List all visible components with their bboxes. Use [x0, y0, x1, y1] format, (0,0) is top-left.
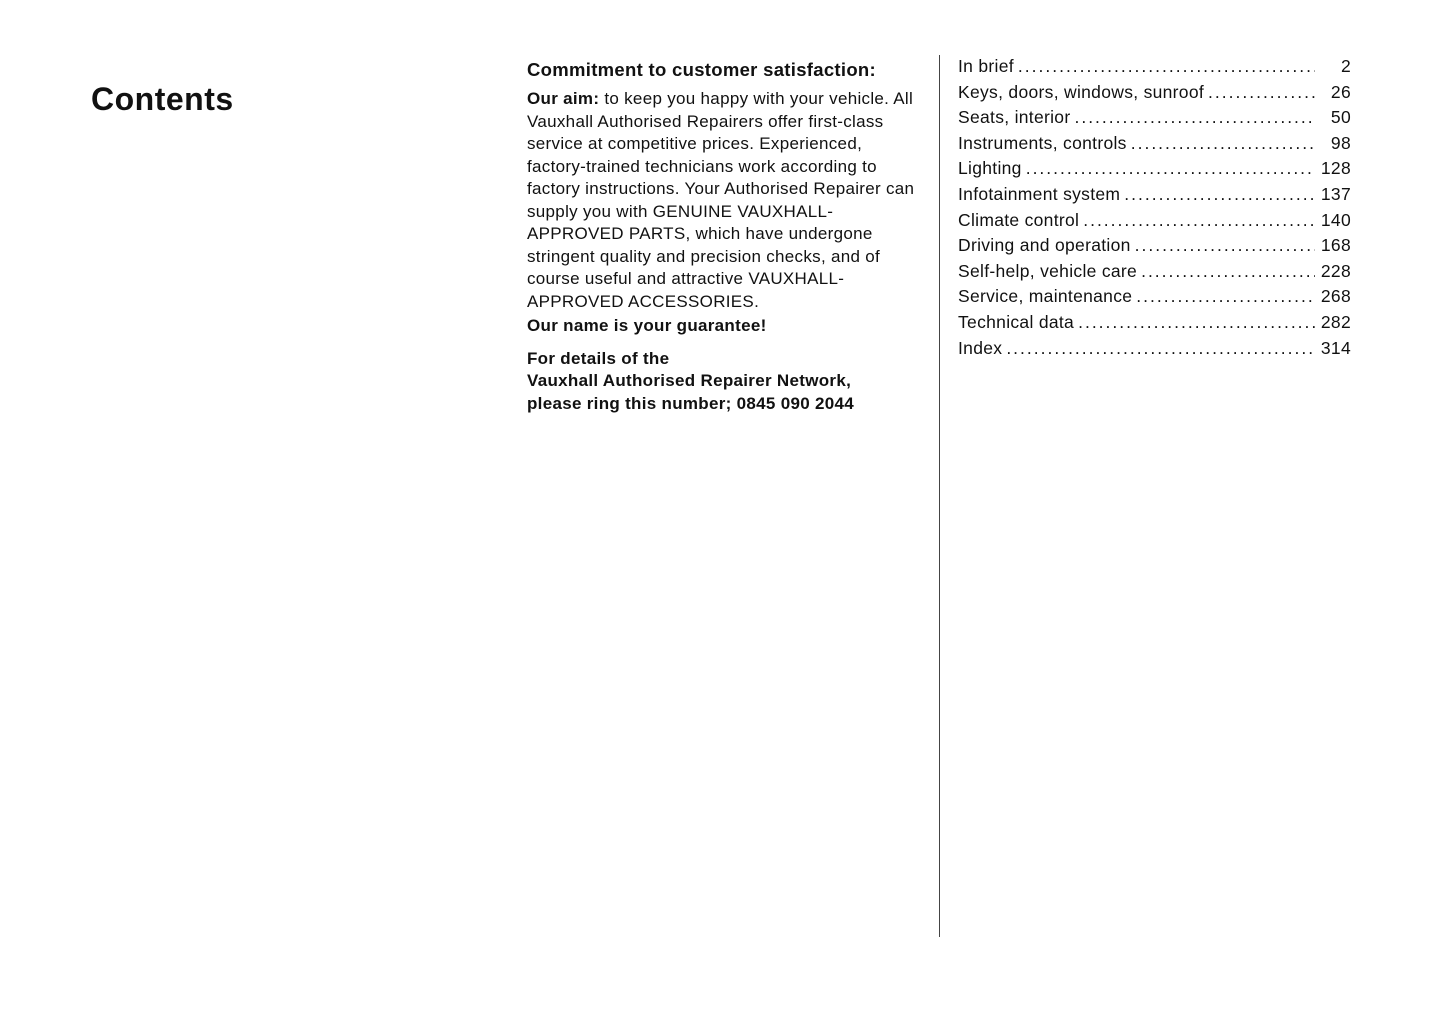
aim-text: to keep you happy with your vehicle. All Vauxhall Authorised Repairers offer first-class service at competitive prices. Experienced, factory-trained technicians work according to factory instructions. Your Authorised Repairer can supply you with GENUINE VAUXHALL-APPROVED PARTS, which have undergone stringent quality and precision checks, and of course useful and attractive VAUXHALL-APPROVED ACCESSORIES. [527, 89, 915, 311]
toc-entry-page: 26 [1330, 81, 1351, 102]
details-line-3: please ring this number; 0845 090 2044 [527, 393, 854, 413]
toc-entry [958, 338, 1351, 364]
toc-entry-label: Keys, doors, windows, sunroof [958, 81, 1205, 102]
toc-entry-label: In brief [958, 56, 1014, 76]
toc-entry-label: Lighting [958, 158, 1022, 179]
toc-entry-label: Technical data [958, 311, 1075, 332]
toc-entry-label: Driving and operation [958, 235, 1131, 256]
toc-entry-page: 140 [1320, 209, 1351, 230]
toc-entry-label: Seats, interior [958, 107, 1071, 128]
toc-entry [958, 261, 1351, 287]
toc-entry-page: 98 [1330, 132, 1351, 153]
column-divider [939, 55, 940, 937]
toc-entry-page: 314 [1320, 337, 1351, 358]
toc-entry [958, 210, 1351, 236]
toc-entry-label: Infotainment system [958, 183, 1121, 204]
toc-entry-label: Instruments, controls [958, 132, 1127, 153]
toc-entry-label: Index [958, 337, 1003, 358]
toc-entry [958, 82, 1351, 108]
toc-leader-dots [1026, 158, 1315, 176]
toc-entry-page: 2 [1340, 56, 1351, 76]
commitment-paragraph [527, 88, 919, 313]
table-of-contents [958, 56, 1351, 363]
toc-leader-dots [1074, 107, 1315, 125]
toc-entry-label: Self-help, vehicle care [958, 260, 1138, 281]
toc-entry [958, 133, 1351, 159]
toc-leader-dots [1006, 338, 1315, 356]
toc-leader-dots [1135, 235, 1315, 253]
toc-entry-page: 128 [1320, 158, 1351, 179]
toc-entry-page: 228 [1320, 260, 1351, 281]
toc-leader-dots [1124, 184, 1315, 202]
aim-label: Our aim: [527, 89, 600, 108]
toc-leader-dots [1083, 210, 1315, 228]
toc-leader-dots [1141, 261, 1315, 279]
guarantee-line: Our name is your guarantee! [527, 316, 767, 335]
toc-leader-dots [1078, 312, 1315, 330]
details-block [527, 348, 919, 416]
details-line-1: For details of the [527, 348, 670, 368]
page-title: Contents [91, 81, 234, 118]
toc-entry [958, 312, 1351, 338]
toc-leader-dots [1018, 56, 1315, 74]
details-line-2: Vauxhall Authorised Repairer Network, [527, 371, 852, 390]
commitment-section [527, 57, 919, 415]
toc-entry-page: 137 [1320, 183, 1351, 204]
toc-entry-page: 268 [1320, 286, 1351, 307]
toc-entry [958, 56, 1351, 82]
toc-entry-label: Service, maintenance [958, 286, 1133, 307]
toc-entry [958, 107, 1351, 133]
toc-entry [958, 286, 1351, 312]
toc-entry [958, 184, 1351, 210]
toc-leader-dots [1131, 133, 1315, 151]
toc-entry-page: 282 [1320, 311, 1351, 332]
toc-leader-dots [1136, 286, 1315, 304]
toc-entry [958, 235, 1351, 261]
toc-entry-page: 168 [1320, 235, 1351, 256]
toc-entry [958, 158, 1351, 184]
toc-leader-dots [1208, 82, 1315, 100]
toc-entry-label: Climate control [958, 209, 1080, 230]
commitment-heading: Commitment to customer satisfaction: [527, 59, 876, 80]
toc-entry-page: 50 [1330, 107, 1351, 128]
